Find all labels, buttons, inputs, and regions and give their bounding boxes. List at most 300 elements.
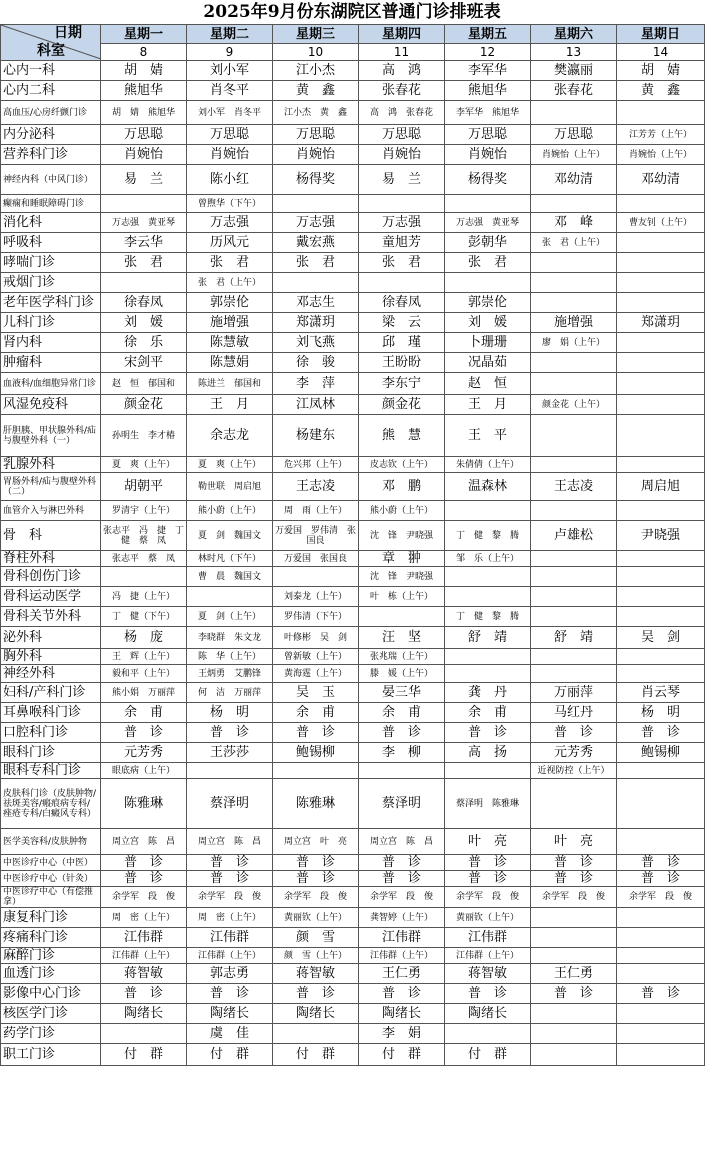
doctor-cell: 叶 亮	[445, 829, 531, 855]
doctor-cell: 刘小军	[187, 61, 273, 81]
doctor-cell: 王仁勇	[531, 964, 617, 984]
day-header: 星期四	[359, 25, 445, 44]
doctor-cell: 普 诊	[101, 723, 187, 743]
doctor-cell: 樊瀛丽	[531, 61, 617, 81]
doctor-cell: 陶绪长	[101, 1004, 187, 1024]
doctor-cell: 普 诊	[531, 723, 617, 743]
doctor-cell: 王志凌	[273, 473, 359, 501]
doctor-cell: 江伟群（上午）	[359, 948, 445, 964]
doctor-cell	[273, 763, 359, 779]
doctor-cell: 杨得奖	[273, 165, 359, 195]
doctor-cell	[617, 763, 705, 779]
doctor-cell	[531, 607, 617, 627]
doctor-cell: 江小杰	[273, 61, 359, 81]
department-cell: 营养科门诊	[1, 145, 101, 165]
department-cell: 胸外科	[1, 649, 101, 665]
day-header: 星期日	[617, 25, 705, 44]
doctor-cell: 胡 婧	[617, 61, 705, 81]
doctor-cell	[273, 1024, 359, 1044]
doctor-cell: 普 诊	[273, 855, 359, 871]
doctor-cell: 付 群	[273, 1044, 359, 1066]
doctor-cell	[101, 195, 187, 213]
doctor-cell	[617, 195, 705, 213]
doctor-cell: 张 君	[187, 253, 273, 273]
table-row	[1, 61, 705, 81]
date-label: 日期	[54, 25, 82, 41]
date-header: 12	[445, 44, 531, 61]
doctor-cell: 万思聪	[445, 125, 531, 145]
doctor-cell: 夏 剑 魏国文	[187, 521, 273, 551]
doctor-cell	[617, 928, 705, 948]
doctor-cell	[531, 1024, 617, 1044]
department-cell: 口腔科门诊	[1, 723, 101, 743]
doctor-cell: 万思聪	[187, 125, 273, 145]
doctor-cell: 邓幼清	[617, 165, 705, 195]
doctor-cell: 赵 恒 郁国和	[101, 373, 187, 395]
doctor-cell: 邓幼清	[531, 165, 617, 195]
doctor-cell: 汪 坚	[359, 627, 445, 649]
doctor-cell: 刘泰龙（上午）	[273, 587, 359, 607]
doctor-cell	[617, 101, 705, 125]
doctor-cell: 普 诊	[359, 984, 445, 1004]
doctor-cell: 危兴邦（上午）	[273, 457, 359, 473]
table-row	[1, 587, 705, 607]
doctor-cell: 江伟群（上午）	[187, 948, 273, 964]
doctor-cell: 卜珊珊	[445, 333, 531, 353]
doctor-cell	[617, 1024, 705, 1044]
doctor-cell: 蒋智敏	[445, 964, 531, 984]
table-row	[1, 501, 705, 521]
doctor-cell: 余 甫	[101, 703, 187, 723]
doctor-cell: 李军华 熊旭华	[445, 101, 531, 125]
doctor-cell	[617, 779, 705, 829]
doctor-cell	[445, 763, 531, 779]
doctor-cell	[273, 195, 359, 213]
department-cell: 心内一科	[1, 61, 101, 81]
doctor-cell: 元芳秀	[101, 743, 187, 763]
table-row	[1, 551, 705, 567]
doctor-cell: 周启旭	[617, 473, 705, 501]
department-cell: 风湿免疫科	[1, 395, 101, 415]
department-cell: 耳鼻喉科门诊	[1, 703, 101, 723]
doctor-cell: 童旭芳	[359, 233, 445, 253]
doctor-cell: 周立宫 陈 昌	[101, 829, 187, 855]
doctor-cell: 眼底病（上午）	[101, 763, 187, 779]
day-header: 星期六	[531, 25, 617, 44]
doctor-cell: 胡朝平	[101, 473, 187, 501]
table-row	[1, 1004, 705, 1024]
doctor-cell: 普 诊	[273, 723, 359, 743]
doctor-cell: 付 群	[101, 1044, 187, 1066]
doctor-cell: 丁 健 黎 腾	[445, 607, 531, 627]
doctor-cell: 元芳秀	[531, 743, 617, 763]
doctor-cell: 杨 明	[187, 703, 273, 723]
doctor-cell: 肖云琴	[617, 683, 705, 703]
doctor-cell	[617, 395, 705, 415]
doctor-cell: 叶修彬 吴 剑	[273, 627, 359, 649]
date-header: 13	[531, 44, 617, 61]
department-cell: 肝胆胰、甲状腺外科/疝与腹壁外科（一）	[1, 415, 101, 457]
doctor-cell	[617, 964, 705, 984]
doctor-cell	[617, 457, 705, 473]
table-row	[1, 948, 705, 964]
doctor-cell: 李东宁	[359, 373, 445, 395]
doctor-cell: 高 鸿 张春花	[359, 101, 445, 125]
doctor-cell: 万志强	[273, 213, 359, 233]
doctor-cell: 王志凌	[531, 473, 617, 501]
department-cell: 消化科	[1, 213, 101, 233]
doctor-cell	[617, 607, 705, 627]
doctor-cell: 郭崇伦	[445, 293, 531, 313]
doctor-cell: 江伟群（上午）	[445, 948, 531, 964]
doctor-cell: 江芳芳（上午）	[617, 125, 705, 145]
doctor-cell	[531, 779, 617, 829]
doctor-cell: 晏三华	[359, 683, 445, 703]
doctor-cell	[531, 649, 617, 665]
doctor-cell: 沈 锋 尹晓强	[359, 567, 445, 587]
doctor-cell: 肖婉怡	[273, 145, 359, 165]
doctor-cell	[445, 587, 531, 607]
doctor-cell: 周 密（上午）	[101, 908, 187, 928]
doctor-cell: 杨 庞	[101, 627, 187, 649]
date-header: 10	[273, 44, 359, 61]
doctor-cell: 施增强	[531, 313, 617, 333]
doctor-cell: 普 诊	[617, 871, 705, 887]
department-cell: 医学美容科/皮肤肿物	[1, 829, 101, 855]
department-cell: 药学门诊	[1, 1024, 101, 1044]
doctor-cell: 普 诊	[359, 723, 445, 743]
doctor-cell: 万志强 黄亚琴	[445, 213, 531, 233]
doctor-cell: 吴 玉	[273, 683, 359, 703]
department-cell: 麻醉门诊	[1, 948, 101, 964]
department-cell: 中医诊疗中心（针灸）	[1, 871, 101, 887]
doctor-cell: 滕 媛（上午）	[359, 665, 445, 683]
doctor-cell: 邓 鹏	[359, 473, 445, 501]
doctor-cell: 余学军 段 俊	[359, 887, 445, 908]
doctor-cell: 余志龙	[187, 415, 273, 457]
doctor-cell: 肖婉怡（上午）	[531, 145, 617, 165]
doctor-cell: 徐春凤	[101, 293, 187, 313]
department-cell: 康复科门诊	[1, 908, 101, 928]
doctor-cell: 熊小蔚（上午）	[359, 501, 445, 521]
doctor-cell: 沈 锋 尹晓强	[359, 521, 445, 551]
doctor-cell: 黄丽钦（上午）	[273, 908, 359, 928]
doctor-cell: 肖冬平	[187, 81, 273, 101]
doctor-cell: 朱倩倩（上午）	[445, 457, 531, 473]
header-row-dates	[1, 44, 705, 61]
doctor-cell: 夏 剑（上午）	[187, 607, 273, 627]
doctor-cell: 普 诊	[273, 984, 359, 1004]
doctor-cell	[617, 948, 705, 964]
doctor-cell: 万丽萍	[531, 683, 617, 703]
table-row	[1, 871, 705, 887]
department-cell: 癫痫和睡眠障碍门诊	[1, 195, 101, 213]
doctor-cell: 颜 雪	[273, 928, 359, 948]
doctor-cell	[445, 1024, 531, 1044]
table-row	[1, 887, 705, 908]
doctor-cell	[359, 273, 445, 293]
doctor-cell: 章 翀	[359, 551, 445, 567]
doctor-cell: 普 诊	[531, 855, 617, 871]
doctor-cell: 何 洁 万丽萍	[187, 683, 273, 703]
doctor-cell: 万爱国 罗伟清 张国良	[273, 521, 359, 551]
doctor-cell: 余学军 段 俊	[101, 887, 187, 908]
date-header: 11	[359, 44, 445, 61]
table-row	[1, 165, 705, 195]
doctor-cell: 高 扬	[445, 743, 531, 763]
doctor-cell: 吴 剑	[617, 627, 705, 649]
doctor-cell: 皮志钦（上午）	[359, 457, 445, 473]
table-row	[1, 607, 705, 627]
table-row	[1, 521, 705, 551]
doctor-cell: 王 月	[187, 395, 273, 415]
doctor-cell: 普 诊	[617, 723, 705, 743]
doctor-cell: 曹友钊（上午）	[617, 213, 705, 233]
doctor-cell	[531, 551, 617, 567]
doctor-cell: 历风元	[187, 233, 273, 253]
doctor-cell: 曾新敏（上午）	[273, 649, 359, 665]
doctor-cell: 熊小蔚（上午）	[187, 501, 273, 521]
department-cell: 老年医学科门诊	[1, 293, 101, 313]
doctor-cell: 江伟群	[187, 928, 273, 948]
doctor-cell: 彭朝华	[445, 233, 531, 253]
doctor-cell: 肖婉怡	[445, 145, 531, 165]
doctor-cell	[445, 649, 531, 665]
doctor-cell: 熊旭华	[101, 81, 187, 101]
table-row	[1, 723, 705, 743]
doctor-cell: 张兆瑞（上午）	[359, 649, 445, 665]
page-title: 2025年9月份东湖院区普通门诊排班表	[203, 2, 501, 22]
doctor-cell	[101, 567, 187, 587]
table-row	[1, 763, 705, 779]
doctor-cell: 叶 栋（上午）	[359, 587, 445, 607]
date-header: 9	[187, 44, 273, 61]
doctor-cell: 近视防控（上午）	[531, 763, 617, 779]
doctor-cell: 普 诊	[101, 871, 187, 887]
doctor-cell: 赵 恒	[445, 373, 531, 395]
doctor-cell: 万思聪	[359, 125, 445, 145]
department-cell: 哮喘门诊	[1, 253, 101, 273]
doctor-cell: 刘小军 肖冬平	[187, 101, 273, 125]
department-cell: 内分泌科	[1, 125, 101, 145]
doctor-cell	[445, 567, 531, 587]
doctor-cell: 张 君	[445, 253, 531, 273]
doctor-cell: 万志强	[187, 213, 273, 233]
doctor-cell	[531, 1004, 617, 1024]
doctor-cell: 邱 瑾	[359, 333, 445, 353]
doctor-cell: 易 兰	[359, 165, 445, 195]
department-cell: 血透门诊	[1, 964, 101, 984]
doctor-cell	[359, 195, 445, 213]
doctor-cell: 张春花	[359, 81, 445, 101]
doctor-cell	[359, 607, 445, 627]
table-row	[1, 195, 705, 213]
doctor-cell	[617, 293, 705, 313]
doctor-cell: 邹 乐（上午）	[445, 551, 531, 567]
table-row	[1, 649, 705, 665]
doctor-cell: 周立宫 陈 昌	[359, 829, 445, 855]
doctor-cell	[531, 415, 617, 457]
doctor-cell: 陈进兰 郁国和	[187, 373, 273, 395]
table-row	[1, 743, 705, 763]
table-row	[1, 353, 705, 373]
doctor-cell: 舒 靖	[531, 627, 617, 649]
department-cell: 骨科创伤门诊	[1, 567, 101, 587]
doctor-cell: 普 诊	[187, 855, 273, 871]
doctor-cell: 余学军 段 俊	[617, 887, 705, 908]
department-cell: 骨 科	[1, 521, 101, 551]
doctor-cell: 刘飞燕	[273, 333, 359, 353]
doctor-cell	[531, 101, 617, 125]
doctor-cell	[617, 333, 705, 353]
department-cell: 中医诊疗中心（中医）	[1, 855, 101, 871]
table-row	[1, 683, 705, 703]
doctor-cell	[617, 665, 705, 683]
doctor-cell	[617, 415, 705, 457]
doctor-cell: 普 诊	[273, 871, 359, 887]
department-cell: 乳腺外科	[1, 457, 101, 473]
table-row	[1, 908, 705, 928]
doctor-cell: 黄丽钦（上午）	[445, 908, 531, 928]
table-row	[1, 703, 705, 723]
table-row	[1, 984, 705, 1004]
doctor-cell: 陈雅琳	[273, 779, 359, 829]
doctor-cell: 普 诊	[359, 855, 445, 871]
doctor-cell	[101, 273, 187, 293]
department-cell: 胃肠外科/疝与腹壁外科（二）	[1, 473, 101, 501]
department-cell: 呼吸科	[1, 233, 101, 253]
doctor-cell	[531, 567, 617, 587]
doctor-cell: 郭志勇	[187, 964, 273, 984]
doctor-cell: 黄海霆（上午）	[273, 665, 359, 683]
doctor-cell: 蔡泽明	[359, 779, 445, 829]
department-cell: 高血压/心房纤颤门诊	[1, 101, 101, 125]
table-row	[1, 964, 705, 984]
doctor-cell: 蒋智敏	[101, 964, 187, 984]
doctor-cell	[531, 273, 617, 293]
doctor-cell: 曾煦华（下午）	[187, 195, 273, 213]
doctor-cell: 周 雨（上午）	[273, 501, 359, 521]
table-row	[1, 457, 705, 473]
day-header: 星期三	[273, 25, 359, 44]
doctor-cell: 勒世联 周启旭	[187, 473, 273, 501]
table-row	[1, 395, 705, 415]
table-row	[1, 145, 705, 165]
doctor-cell: 罗伟清（下午）	[273, 607, 359, 627]
doctor-cell	[617, 567, 705, 587]
table-row	[1, 627, 705, 649]
doctor-cell: 丁 健 黎 腾	[445, 521, 531, 551]
department-cell: 眼科门诊	[1, 743, 101, 763]
doctor-cell: 普 诊	[187, 871, 273, 887]
doctor-cell: 刘 媛	[101, 313, 187, 333]
doctor-cell	[531, 293, 617, 313]
doctor-cell	[101, 1024, 187, 1044]
table-row	[1, 373, 705, 395]
doctor-cell: 余学军 段 俊	[187, 887, 273, 908]
doctor-cell: 王仁勇	[359, 964, 445, 984]
doctor-cell: 温森林	[445, 473, 531, 501]
table-row	[1, 928, 705, 948]
schedule-table	[0, 24, 705, 1066]
doctor-cell: 张 君	[101, 253, 187, 273]
table-row	[1, 125, 705, 145]
department-cell: 血管介入与淋巴外科	[1, 501, 101, 521]
doctor-cell: 王炳勇 艾鹏锋	[187, 665, 273, 683]
table-row	[1, 855, 705, 871]
doctor-cell: 王盼盼	[359, 353, 445, 373]
doctor-cell: 尹晓强	[617, 521, 705, 551]
doctor-cell: 余学军 段 俊	[445, 887, 531, 908]
doctor-cell: 李 柳	[359, 743, 445, 763]
doctor-cell: 梁 云	[359, 313, 445, 333]
doctor-cell: 陶绪长	[273, 1004, 359, 1024]
department-cell: 皮肤科门诊（皮肤肿物/祛斑美容/瘢痕病专科/痤疮专科/白癜风专科）	[1, 779, 101, 829]
day-header: 星期五	[445, 25, 531, 44]
doctor-cell: 陶绪长	[445, 1004, 531, 1024]
day-header: 星期二	[187, 25, 273, 44]
doctor-cell: 肖婉怡	[359, 145, 445, 165]
doctor-cell: 余 甫	[359, 703, 445, 723]
doctor-cell: 普 诊	[445, 855, 531, 871]
doctor-cell: 熊小娟 万丽萍	[101, 683, 187, 703]
doctor-cell	[617, 233, 705, 253]
doctor-cell: 蔡泽明 陈雅琳	[445, 779, 531, 829]
doctor-cell	[273, 273, 359, 293]
table-row	[1, 233, 705, 253]
doctor-cell: 虞 佳	[187, 1024, 273, 1044]
doctor-cell: 颜 雪（上午）	[273, 948, 359, 964]
doctor-cell: 龚 丹	[445, 683, 531, 703]
department-cell: 骨科运动医学	[1, 587, 101, 607]
doctor-cell: 李云华	[101, 233, 187, 253]
doctor-cell: 夏 爽（上午）	[101, 457, 187, 473]
department-cell: 肿瘤科	[1, 353, 101, 373]
table-row	[1, 293, 705, 313]
doctor-cell: 江凤林	[273, 395, 359, 415]
doctor-cell: 鲍锡柳	[273, 743, 359, 763]
doctor-cell	[445, 501, 531, 521]
doctor-cell: 普 诊	[531, 984, 617, 1004]
doctor-cell: 张志平 冯 捷 丁 健 蔡 凤	[101, 521, 187, 551]
table-row	[1, 1044, 705, 1066]
date-header: 8	[101, 44, 187, 61]
department-cell: 心内二科	[1, 81, 101, 101]
doctor-cell: 肖婉怡（上午）	[617, 145, 705, 165]
doctor-cell: 冯 捷（上午）	[101, 587, 187, 607]
corner-header	[1, 25, 101, 61]
doctor-cell: 郭崇伦	[187, 293, 273, 313]
doctor-cell: 江伟群	[445, 928, 531, 948]
doctor-cell: 陶绪长	[359, 1004, 445, 1024]
department-cell: 核医学门诊	[1, 1004, 101, 1024]
doctor-cell: 万志强	[359, 213, 445, 233]
doctor-cell: 黄 鑫	[617, 81, 705, 101]
doctor-cell: 陈慧敏	[187, 333, 273, 353]
doctor-cell	[531, 908, 617, 928]
department-cell: 神经外科	[1, 665, 101, 683]
doctor-cell: 付 群	[359, 1044, 445, 1066]
doctor-cell: 张春花	[531, 81, 617, 101]
doctor-cell: 戴宏燕	[273, 233, 359, 253]
doctor-cell: 余学军 段 俊	[531, 887, 617, 908]
doctor-cell: 陈小红	[187, 165, 273, 195]
doctor-cell	[187, 763, 273, 779]
header-row-days	[1, 25, 705, 44]
doctor-cell: 杨得奖	[445, 165, 531, 195]
doctor-cell	[531, 1044, 617, 1066]
table-row	[1, 779, 705, 829]
